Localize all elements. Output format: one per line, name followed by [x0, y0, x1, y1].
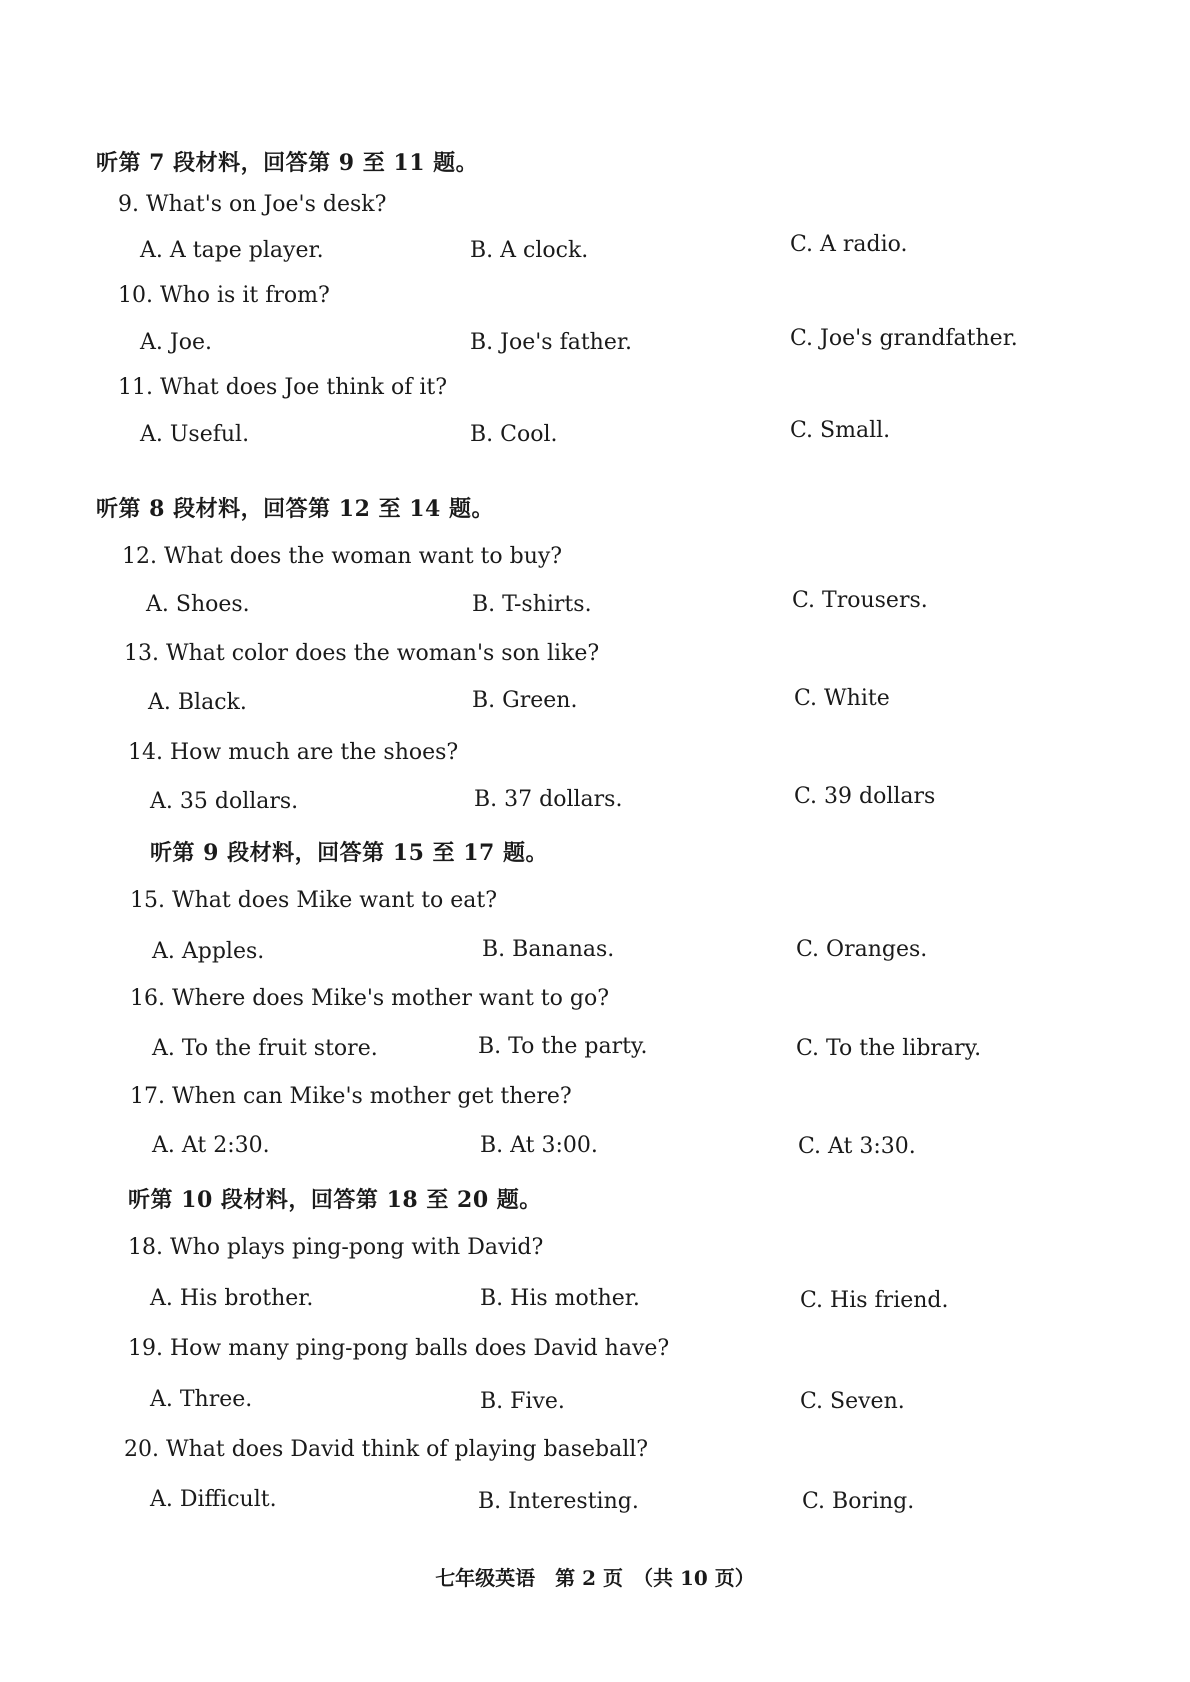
option-10-b: B. Joe's father.: [470, 330, 632, 355]
question-20: 20. What does David think of playing baseball?: [124, 1437, 649, 1462]
section-heading: 听第 7 段材料，回答第 9 至 11 题。: [96, 150, 479, 176]
option-13-a: A. Black.: [148, 690, 247, 715]
question-15: 15. What does Mike want to eat?: [130, 888, 498, 913]
option-15-b: B. Bananas.: [482, 937, 615, 962]
option-19-c: C. Seven.: [800, 1389, 905, 1414]
option-20-c: C. Boring.: [802, 1489, 915, 1514]
option-16-b: B. To the party.: [478, 1034, 648, 1059]
option-16-a: A. To the fruit store.: [152, 1036, 378, 1061]
option-12-a: A. Shoes.: [146, 592, 250, 617]
option-16-c: C. To the library.: [796, 1036, 982, 1061]
question-17: 17. When can Mike's mother get there?: [130, 1084, 572, 1109]
option-14-c: C. 39 dollars: [794, 784, 936, 809]
option-18-b: B. His mother.: [480, 1286, 640, 1311]
question-10: 10. Who is it from?: [118, 283, 330, 308]
option-9-a: A. A tape player.: [140, 238, 324, 263]
section-heading: 听第 9 段材料，回答第 15 至 17 题。: [150, 840, 548, 866]
option-20-b: B. Interesting.: [478, 1489, 639, 1514]
option-11-a: A. Useful.: [140, 422, 250, 447]
option-17-b: B. At 3:00.: [480, 1133, 598, 1158]
option-11-b: B. Cool.: [470, 422, 558, 447]
question-19: 19. How many ping-pong balls does David have?: [128, 1336, 670, 1361]
option-11-c: C. Small.: [790, 418, 891, 443]
option-12-b: B. T-shirts.: [472, 592, 592, 617]
option-19-a: A. Three.: [150, 1387, 253, 1412]
option-18-c: C. His friend.: [800, 1288, 949, 1313]
option-17-a: A. At 2:30.: [152, 1133, 270, 1158]
option-19-b: B. Five.: [480, 1389, 565, 1414]
question-12: 12. What does the woman want to buy?: [122, 544, 563, 569]
option-9-c: C. A radio.: [790, 232, 908, 257]
section-heading: 听第 8 段材料，回答第 12 至 14 题。: [96, 496, 494, 522]
option-13-b: B. Green.: [472, 688, 578, 713]
option-13-c: C. White: [794, 686, 890, 711]
option-15-c: C. Oranges.: [796, 937, 928, 962]
option-20-a: A. Difficult.: [150, 1487, 277, 1512]
option-14-b: B. 37 dollars.: [474, 787, 623, 812]
option-9-b: B. A clock.: [470, 238, 589, 263]
section-heading: 听第 10 段材料，回答第 18 至 20 题。: [128, 1187, 542, 1213]
option-15-a: A. Apples.: [152, 939, 265, 964]
option-10-a: A. Joe.: [140, 330, 212, 355]
question-14: 14. How much are the shoes?: [128, 740, 459, 765]
option-10-c: C. Joe's grandfather.: [790, 326, 1018, 351]
option-12-c: C. Trousers.: [792, 588, 928, 613]
page-footer: 七年级英语 第 2 页 （共 10 页）: [435, 1566, 755, 1590]
question-9: 9. What's on Joe's desk?: [118, 192, 387, 217]
option-18-a: A. His brother.: [150, 1286, 314, 1311]
question-11: 11. What does Joe think of it?: [118, 375, 448, 400]
question-16: 16. Where does Mike's mother want to go?: [130, 986, 609, 1011]
question-18: 18. Who plays ping-pong with David?: [128, 1235, 544, 1260]
option-14-a: A. 35 dollars.: [150, 789, 299, 814]
question-13: 13. What color does the woman's son like?: [124, 641, 600, 666]
option-17-c: C. At 3:30.: [798, 1134, 916, 1159]
